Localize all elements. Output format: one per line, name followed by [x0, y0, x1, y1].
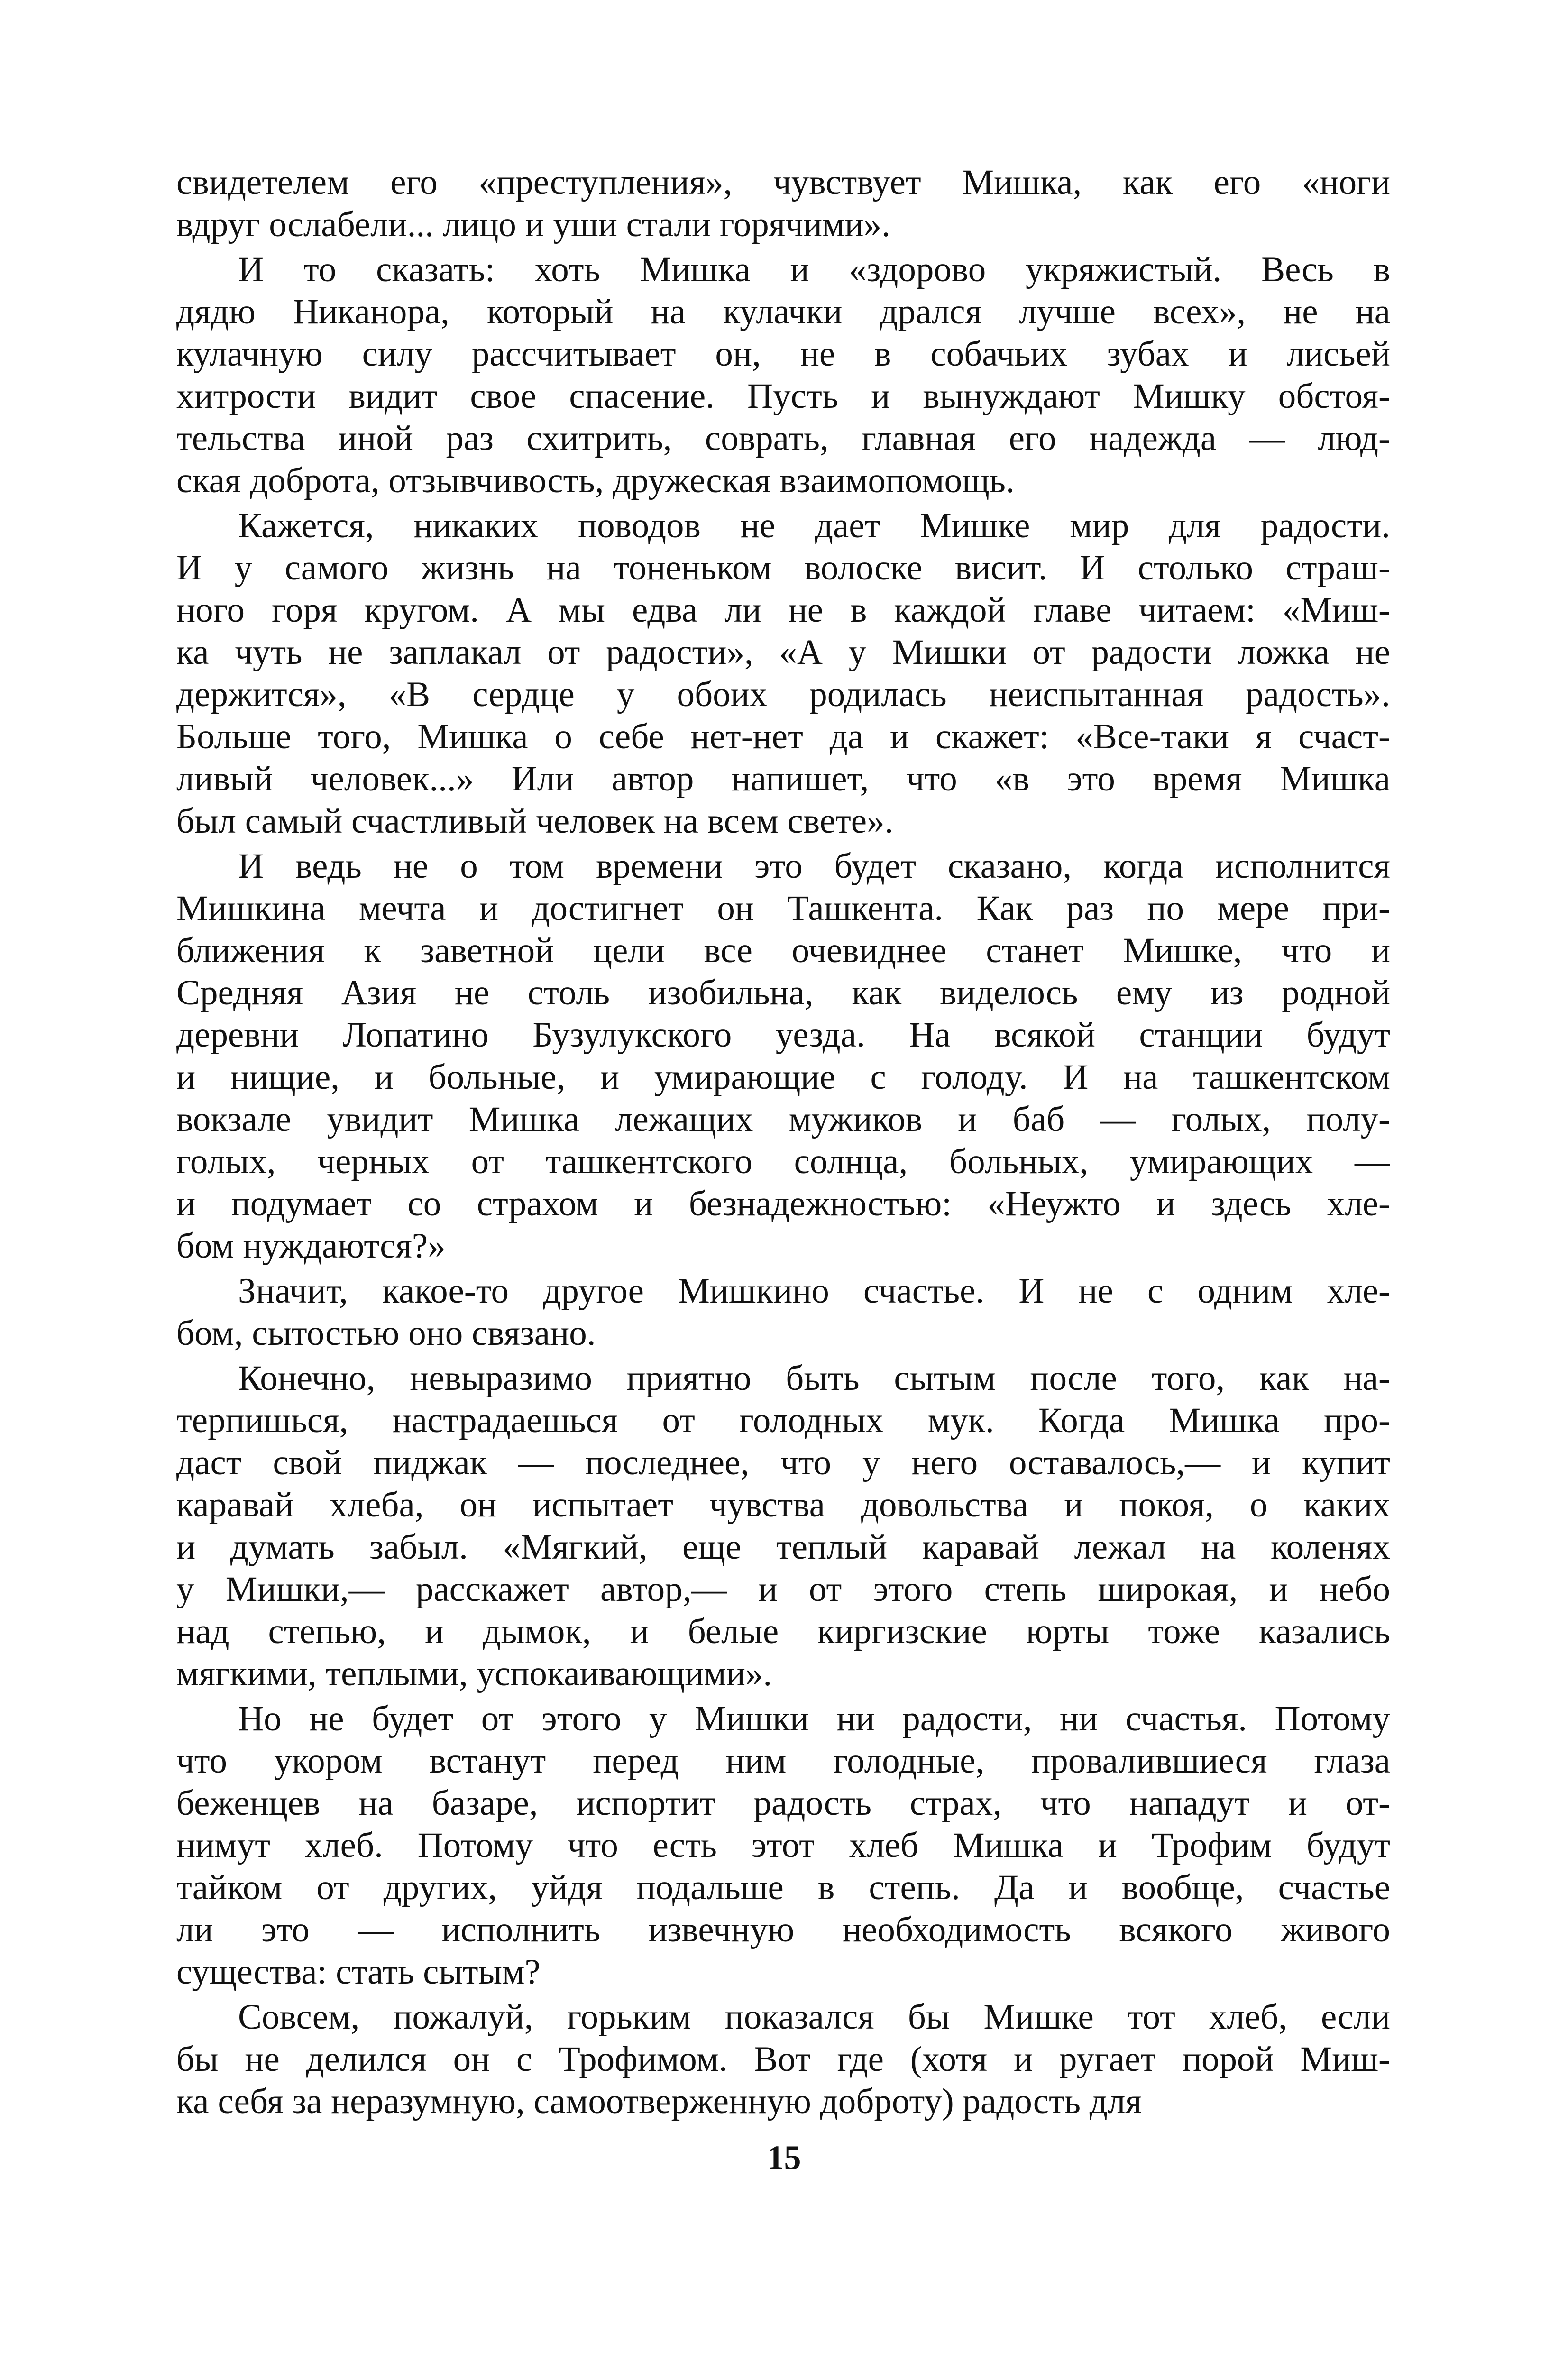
- text-line: кулачную силу рассчитывает он, не в собачьих зубах и лисьей: [176, 334, 1390, 374]
- text-line: Конечно, невыразимо приятно быть сытым после того, как на-: [238, 1359, 1390, 1398]
- text-line: ливый человек...» Или автор напишет, что «в это время Мишка: [176, 759, 1390, 799]
- text-line: свидетелем его «преступления», чувствует Мишка, как его «ноги: [176, 163, 1390, 202]
- text-line: Больше того, Мишка о себе нет-нет да и скажет: «Все-таки я счаст-: [176, 717, 1390, 756]
- paragraph: [176, 248, 1390, 502]
- text-line: у Мишки,— расскажет автор,— и от этого степь широкая, и небо: [176, 1570, 1390, 1609]
- text-line: терпишься, настрадаешься от голодных мук. Когда Мишка про-: [176, 1401, 1390, 1440]
- text-line: ли это — исполнить извечную необходимость всякого живого: [176, 1910, 1390, 1949]
- text-line: бом, сытостью оно связано.: [176, 1314, 596, 1353]
- text-line: ка чуть не заплакал от радости», «А у Мишки от радости ложка не: [176, 633, 1390, 672]
- text-line: даст свой пиджак — последнее, что у него оставалось,— и купит: [176, 1443, 1390, 1482]
- text-line: вокзале увидит Мишка лежащих мужиков и баб — голых, полу-: [176, 1100, 1390, 1139]
- text-line: дядю Никанора, который на кулачки дрался лучше всех», не на: [176, 292, 1390, 331]
- paragraph: [176, 1996, 1390, 2123]
- paragraph: [176, 1698, 1390, 1993]
- text-line: нимут хлеб. Потому что есть этот хлеб Мишка и Трофим будут: [176, 1826, 1390, 1865]
- text-line: и нищие, и больные, и умирающие с голоду. И на ташкентском: [176, 1057, 1390, 1097]
- text-line: и подумает со страхом и безнадежностью: «Неужто и здесь хле-: [176, 1184, 1390, 1223]
- text-line: И то сказать: хоть Мишка и «здорово укряжистый. Весь в: [238, 250, 1390, 289]
- text-line: вдруг ослабели... лицо и уши стали горячими».: [176, 205, 890, 244]
- text-line: был самый счастливый человек на всем свете».: [176, 801, 894, 841]
- text-line: тельства иной раз схитрить, соврать, главная его надежда — люд-: [176, 419, 1390, 458]
- text-line: хитрости видит свое спасение. Пусть и вынуждают Мишку обстоя-: [176, 377, 1390, 416]
- text-line: ка себя за неразумную, самоотверженную доброту) радость для: [176, 2082, 1142, 2121]
- text-line: ного горя кругом. А мы едва ли не в каждой главе читаем: «Миш-: [176, 590, 1390, 630]
- text-line: над степью, и дымок, и белые киргизские юрты тоже казались: [176, 1612, 1390, 1651]
- text-line: существа: стать сытым?: [176, 1952, 541, 1992]
- text-line: голых, черных от ташкентского солнца, больных, умирающих —: [176, 1142, 1390, 1181]
- text-line: Мишкина мечта и достигнет он Ташкента. Как раз по мере при-: [176, 889, 1390, 928]
- text-line: И ведь не о том времени это будет сказано, когда исполнится: [238, 846, 1390, 886]
- text-line: деревни Лопатино Бузулукского уезда. На всякой станции будут: [176, 1015, 1390, 1055]
- text-line: беженцев на базаре, испортит радость страх, что нападут и от-: [176, 1783, 1390, 1823]
- text-line: держится», «В сердце у обоих родилась неиспытанная радость».: [176, 675, 1390, 714]
- text-line: Кажется, никаких поводов не дает Мишке мир для радости.: [238, 506, 1390, 545]
- body-text: [176, 161, 1390, 2125]
- text-line: бом нуждаются?»: [176, 1226, 446, 1266]
- text-line: Средняя Азия не столь изобильна, как виделось ему из родной: [176, 973, 1390, 1012]
- text-line: ближения к заветной цели все очевиднее станет Мишке, что и: [176, 931, 1390, 970]
- text-line: ская доброта, отзывчивость, дружеская взаимопомощь.: [176, 461, 1015, 500]
- text-line: мягкими, теплыми, успокаивающими».: [176, 1654, 772, 1693]
- paragraph: [176, 1270, 1390, 1354]
- text-line: что укором встанут перед ним голодные, провалившиеся глаза: [176, 1741, 1390, 1781]
- text-line: И у самого жизнь на тоненьком волоске висит. И столько страш-: [176, 548, 1390, 588]
- text-line: бы не делился он с Трофимом. Вот где (хотя и ругает порой Миш-: [176, 2040, 1390, 2079]
- text-line: Но не будет от этого у Мишки ни радости, ни счастья. Потому: [238, 1699, 1390, 1738]
- paragraph: [176, 505, 1390, 842]
- paragraph: [176, 1357, 1390, 1695]
- text-line: тайком от других, уйдя подальше в степь. Да и вообще, счастье: [176, 1868, 1390, 1907]
- paragraph: [176, 845, 1390, 1267]
- paragraph: [176, 161, 1390, 246]
- text-line: каравай хлеба, он испытает чувства довольства и покоя, о каких: [176, 1485, 1390, 1525]
- text-line: и думать забыл. «Мягкий, еще теплый каравай лежал на коленях: [176, 1527, 1390, 1567]
- text-line: Совсем, пожалуй, горьким показался бы Мишке тот хлеб, если: [238, 1997, 1390, 2037]
- page-number: 15: [767, 2139, 801, 2177]
- text-line: Значит, какое-то другое Мишкино счастье. И не с одним хле-: [238, 1271, 1390, 1311]
